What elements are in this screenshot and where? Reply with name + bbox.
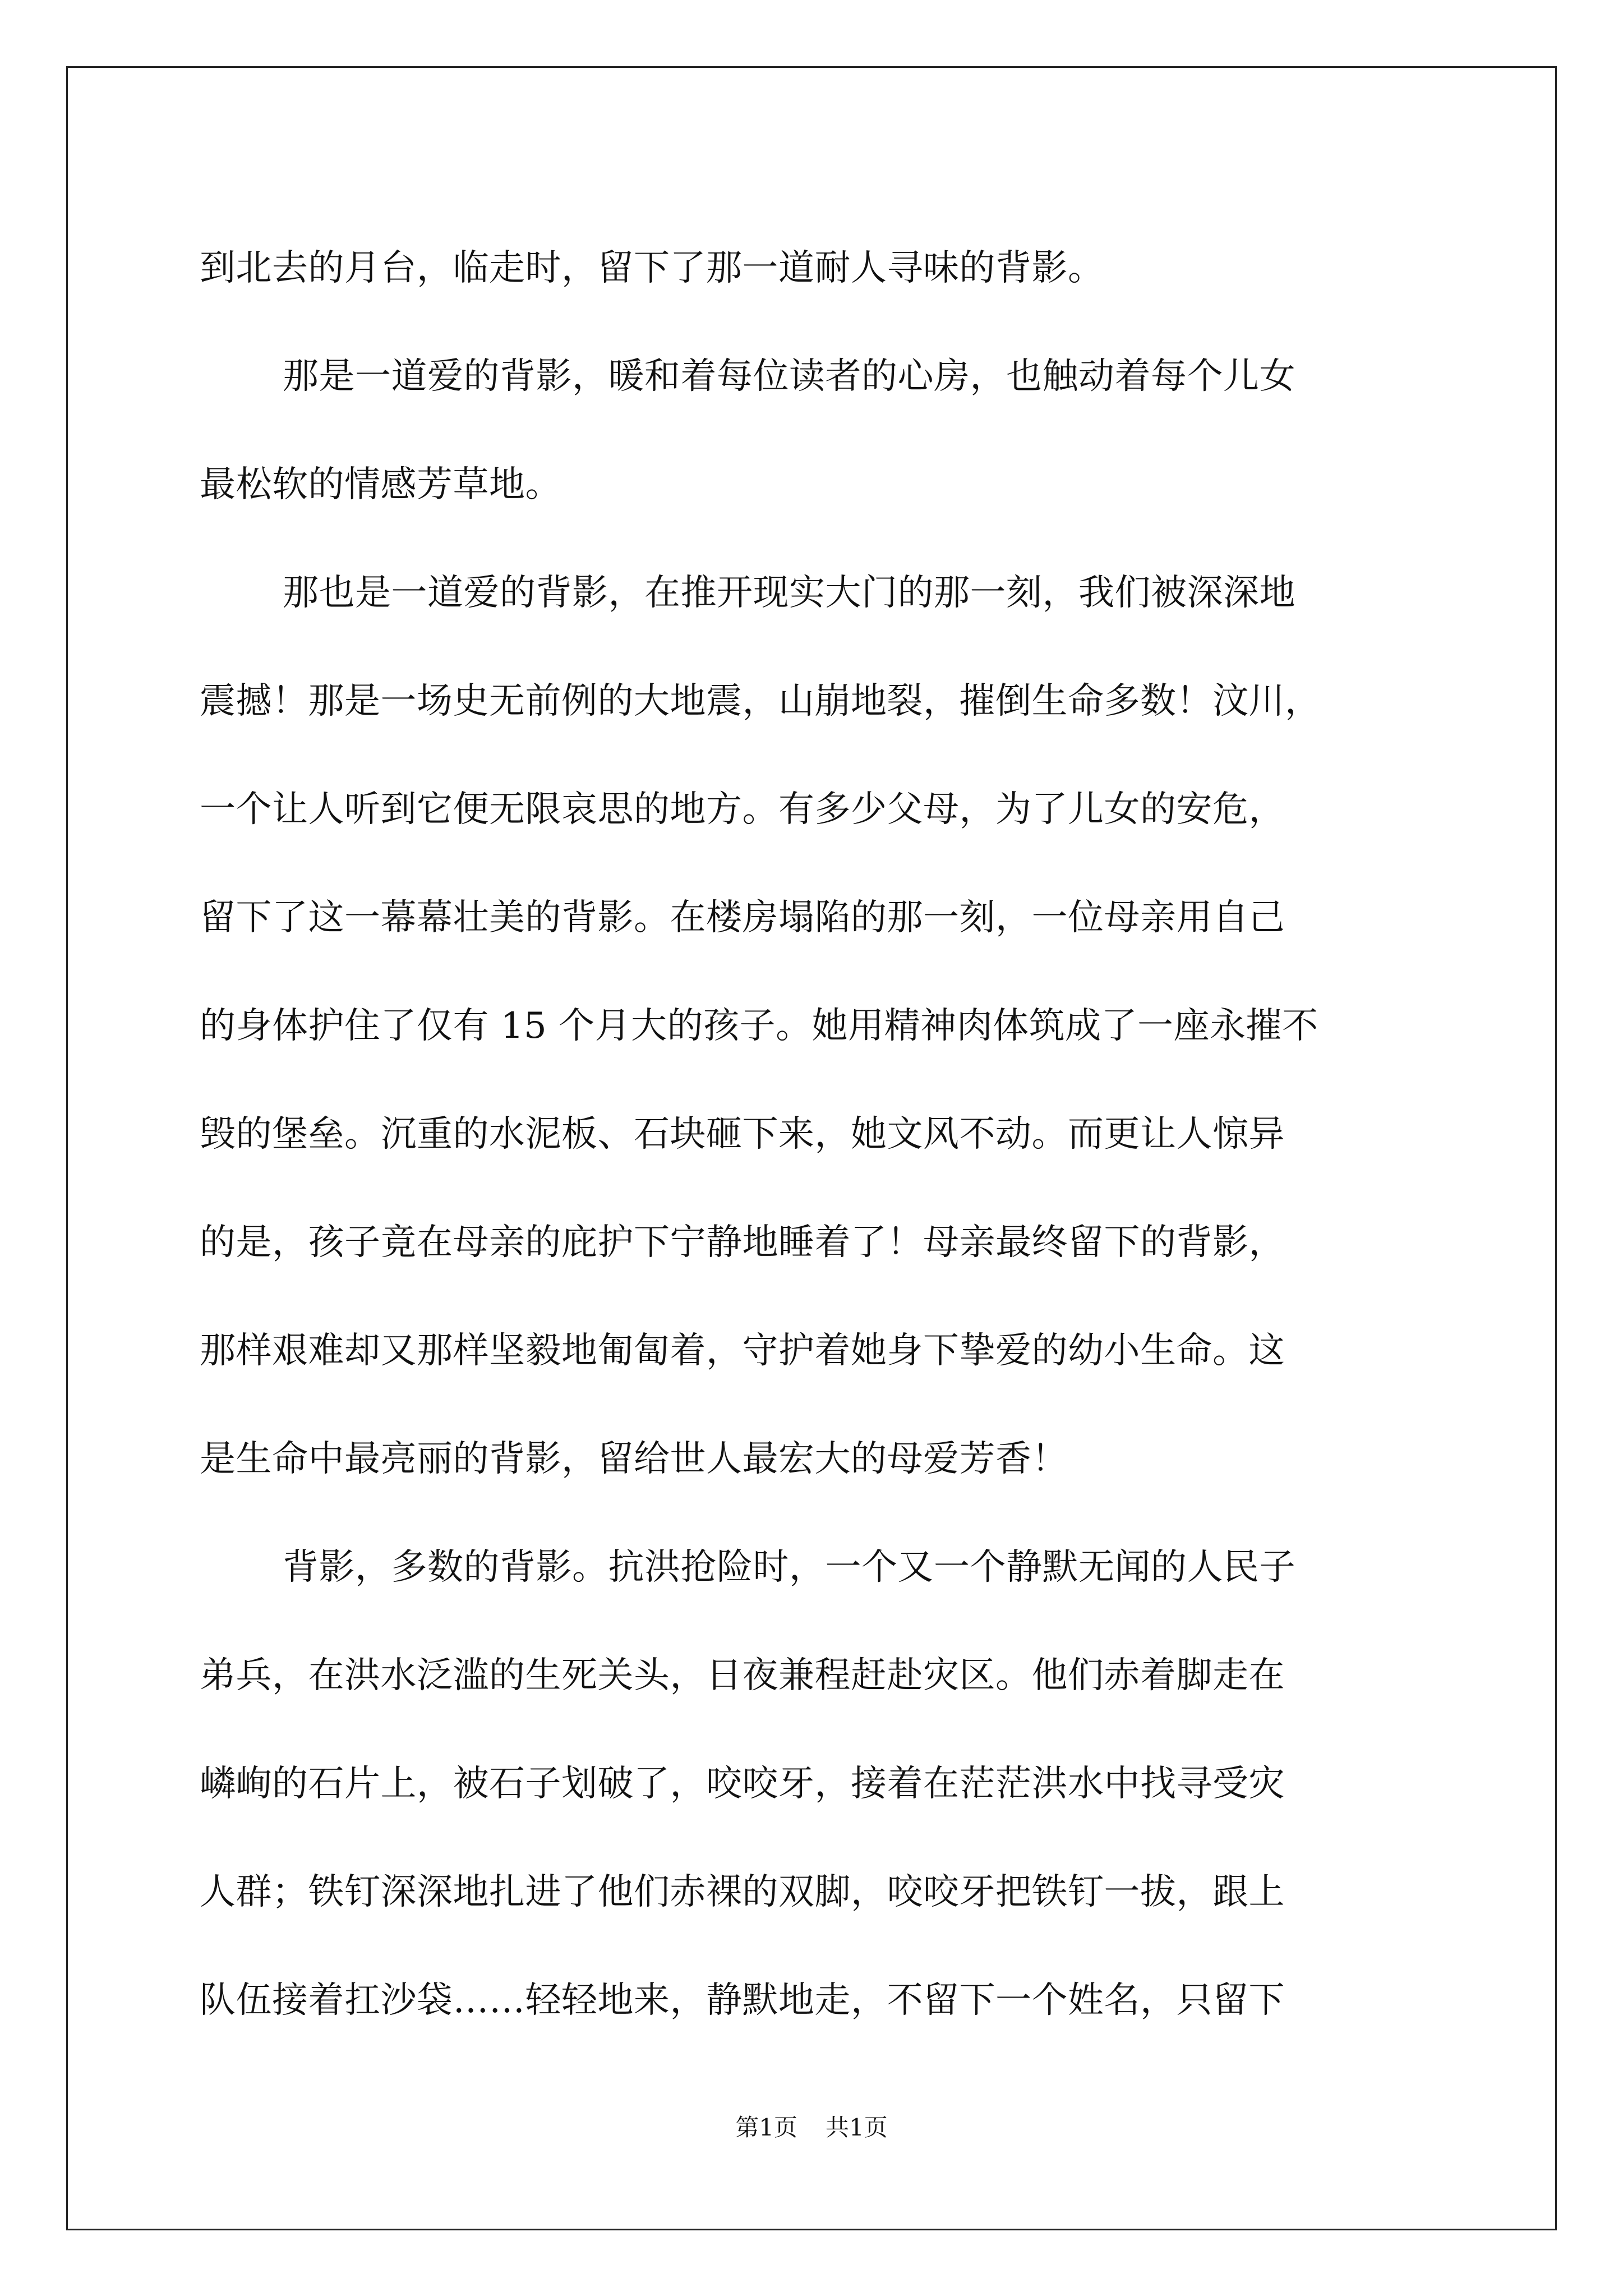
text-line: 毁的堡垒。沉重的水泥板、石块砸下来，她文风不动。而更让人惊异	[200, 1114, 1285, 1155]
text-line-paragraph-start: 那是一道爱的背影，暖和着每位读者的心房，也触动着每个儿女	[283, 356, 1295, 397]
text-line: 留下了这一幕幕壮美的背影。在楼房塌陷的那一刻，一位母亲用自己	[200, 897, 1285, 938]
page-number-total: 共1页	[826, 2114, 888, 2141]
document-body	[200, 214, 1433, 2055]
text-line-paragraph-start: 那也是一道爱的背影，在推开现实大门的那一刻，我们被深深地	[283, 572, 1295, 614]
text-line: 的身体护住了仅有 15 个月大的孩子。她用精神肉体筑成了一座永摧不	[200, 1005, 1318, 1047]
text-line: 弟兵，在洪水泛滥的生死关头，日夜兼程赶赴灾区。他们赤着脚走在	[200, 1655, 1285, 1696]
text-line: 最松软的情感芳草地。	[200, 464, 561, 505]
text-line: 是生命中最亮丽的背影，留给世人最宏大的母爱芳香！	[200, 1438, 1068, 1480]
text-line: 到北去的月台，临走时，留下了那一道耐人寻味的背影。	[200, 247, 1104, 289]
text-line: 队伍接着扛沙袋……轻轻地来，静默地走，不留下一个姓名，只留下	[200, 1980, 1285, 2021]
text-line: 那样艰难却又那样坚毅地匍匐着，守护着她身下挚爱的幼小生命。这	[200, 1330, 1285, 1372]
text-line: 人群；铁钉深深地扎进了他们赤裸的双脚，咬咬牙把铁钉一拔，跟上	[200, 1871, 1285, 1913]
text-line: 嶙峋的石片上，被石子划破了，咬咬牙，接着在茫茫洪水中找寻受灾	[200, 1763, 1285, 1805]
text-line: 的是，孩子竟在母亲的庇护下宁静地睡着了！母亲最终留下的背影，	[200, 1222, 1285, 1263]
text-line-paragraph-start: 背影，多数的背影。抗洪抢险时，一个又一个静默无闻的人民子	[283, 1547, 1295, 1588]
page-number-current: 第1页	[735, 2114, 797, 2141]
page-footer	[0, 2109, 1623, 2143]
text-line: 震撼！那是一场史无前例的大地震，山崩地裂，摧倒生命多数！汶川，	[200, 680, 1321, 722]
text-line: 一个让人听到它便无限哀思的地方。有多少父母，为了儿女的安危，	[200, 789, 1285, 830]
